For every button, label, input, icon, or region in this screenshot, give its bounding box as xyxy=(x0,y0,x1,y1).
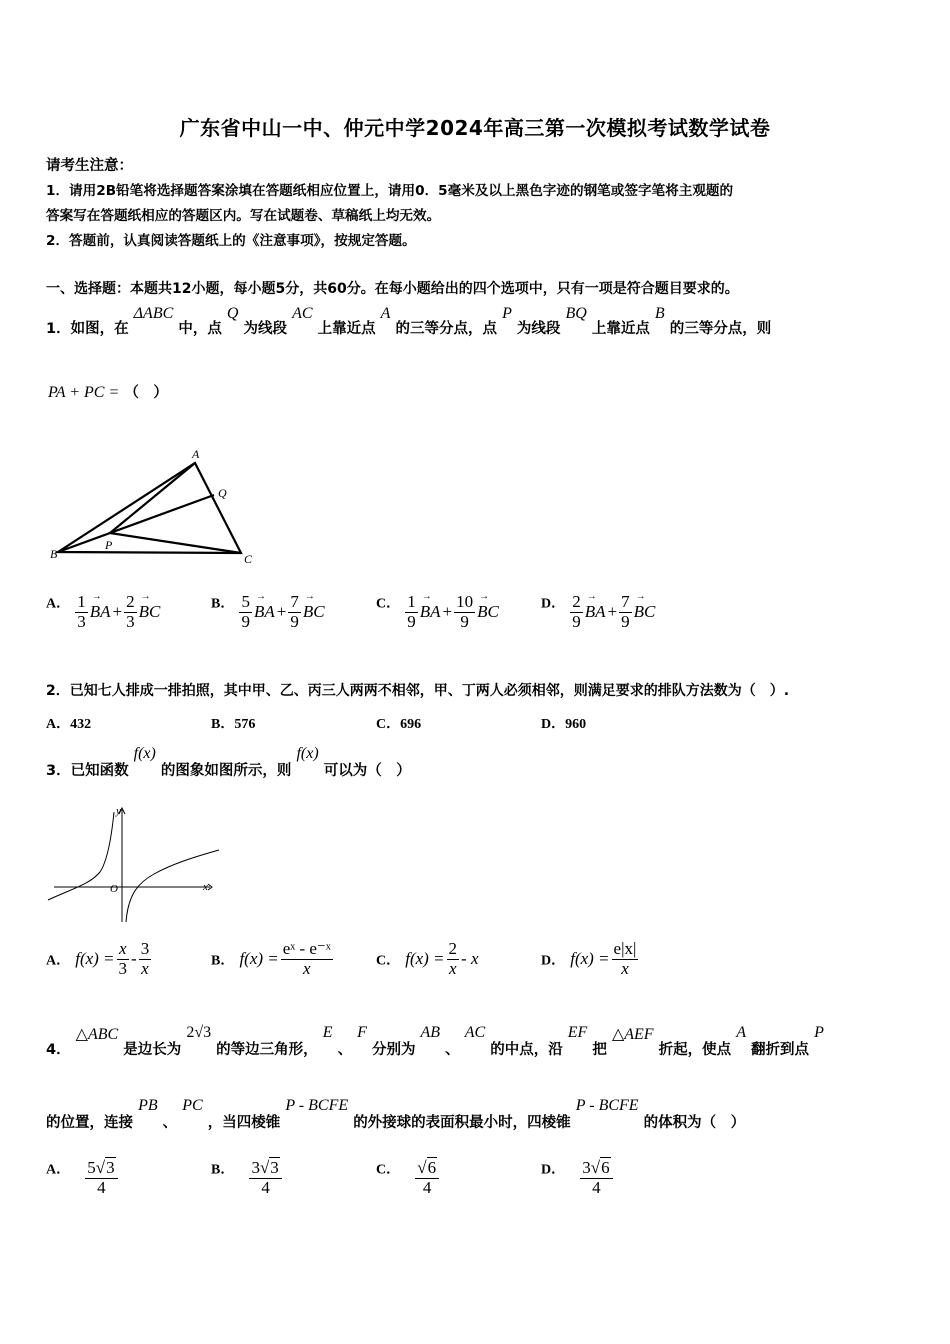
q4-option-c[interactable]: C． $\frac{√6}{4}$ xyxy=(376,1158,439,1197)
notice-line-3: 2．答题前，认真阅读答题纸上的《注意事项》，按规定答题。 xyxy=(46,233,416,249)
q3-option-d[interactable]: D． f(x) = $\frac{e|x|}{x}$ xyxy=(541,939,637,978)
y-label: y xyxy=(116,805,121,817)
question-4-stem-line-1: 4． △ABC 是边长为 2√3 的等边三角形， E 、 F 分别为 AB 、 AC 的中点，沿 EF 把 △AEF 折起，使点 A 翻折到点 P xyxy=(46,1024,824,1058)
q4-option-d[interactable]: D． $\frac{3√6}{4}$ xyxy=(541,1158,613,1197)
label-q: Q xyxy=(218,486,227,500)
label-a: A xyxy=(192,447,200,461)
q3-option-a[interactable]: A． f(x) = $\frac{x}{3}$ - $\frac{3}{x}$ xyxy=(46,939,150,978)
notice-heading: 请考生注意： xyxy=(46,158,133,174)
triangle-figure xyxy=(48,445,268,570)
segment-bq xyxy=(58,495,214,552)
q2-option-b[interactable]: B．576 xyxy=(211,717,256,732)
q2-option-a[interactable]: A．432 xyxy=(46,717,92,732)
question-3-stem: 3．已知函数 f(x) 的图象如图所示，则 f(x) 可以为（ ） xyxy=(46,745,411,779)
q1-option-c[interactable]: C． $\frac{1}{9}$ → BA + $\frac{10}{9}$ → BC xyxy=(376,592,499,631)
origin-label: O xyxy=(110,883,118,895)
section-heading: 一、选择题：本题共12小题，每小题5分，共60分。在每小题给出的四个选项中，只有一项是符合题目要求的。 xyxy=(46,281,739,297)
notice-line-2: 答案写在答题纸相应的答题区内。写在试题卷、草稿纸上均无效。 xyxy=(46,208,441,224)
question-2-stem: 2．已知七人排成一排拍照，其中甲、乙、丙三人两两不相邻，甲、丁两人必须相邻，则满足要求的排队方法数为（ ）. xyxy=(46,683,790,699)
question-4-stem-line-2: 的位置，连接 PB 、 PC ，当四棱锥 P - BCFE 的外接球的表面积最小时，四棱锥 P - BCFE 的体积为（ ） xyxy=(46,1097,746,1131)
q4-option-b[interactable]: B． $\frac{3√3}{4}$ xyxy=(211,1158,282,1197)
function-graph xyxy=(44,802,224,927)
question-1-ask: PA + PC = （ ） xyxy=(48,384,168,401)
segment-pa xyxy=(110,463,195,533)
q2-option-d[interactable]: D．960 xyxy=(541,717,587,732)
notice-line-1: 1．请用2B铅笔将选择题答案涂填在答题纸相应位置上，请用0．5毫米及以上黑色字迹的钢笔或签字笔将主观题的 xyxy=(46,183,734,199)
label-b: B xyxy=(50,547,58,561)
page-title: 广东省中山一中、仲元中学2024年高三第一次模拟考试数学试卷 xyxy=(179,116,771,140)
x-label: x xyxy=(203,881,208,893)
question-1-stem: 1．如图，在 ΔABC 中，点 Q 为线段 AC 上靠近点 A 的三等分点，点 P 为线段 BQ 上靠近点 B 的三等分点，则 xyxy=(46,305,772,337)
q1-option-d[interactable]: D． $\frac{2}{9}$ → BA + $\frac{7}{9}$ → BC xyxy=(541,592,655,631)
q3-option-c[interactable]: C． f(x) = $\frac{2}{x}$ - x xyxy=(376,939,479,978)
q3-option-b[interactable]: B． f(x) = $\frac{\text{eˣ - e⁻ˣ}}{x}$ xyxy=(211,939,331,978)
q1-option-b[interactable]: B． $\frac{5}{9}$ → BA + $\frac{7}{9}$ → BC xyxy=(211,592,325,631)
q1-option-a[interactable]: A． $\frac{1}{3}$ → BA + $\frac{2}{3}$ → BC xyxy=(46,592,160,631)
label-c: C xyxy=(244,552,253,566)
segment-pc xyxy=(110,533,241,553)
q4-option-a[interactable]: A． $\frac{5√3}{4}$ xyxy=(46,1158,118,1197)
q2-option-c[interactable]: C．696 xyxy=(376,717,422,732)
label-p: P xyxy=(105,538,113,552)
